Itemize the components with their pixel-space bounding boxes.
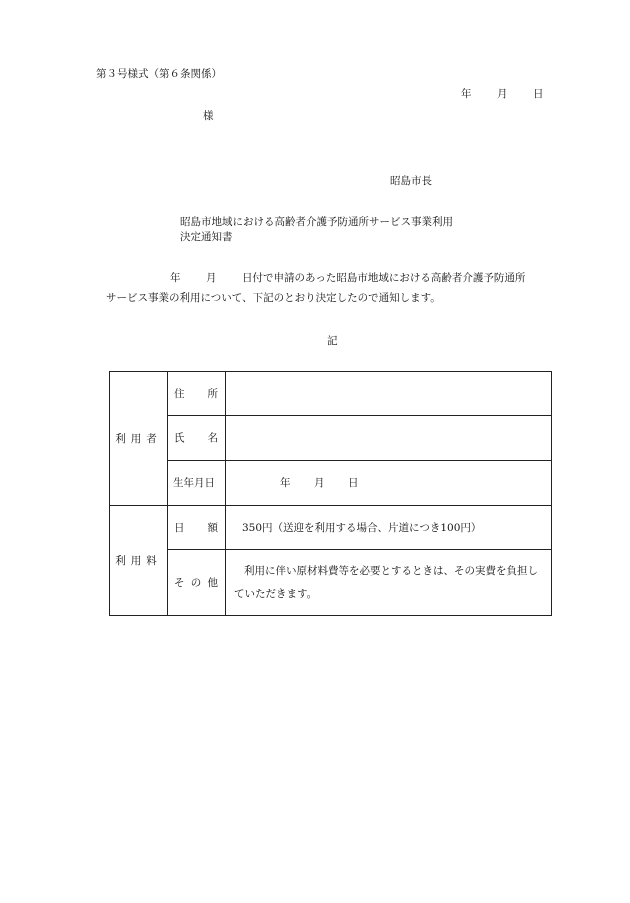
document-title-line1: 昭島市地域における高齢者介護予防通所サービス事業利用 <box>180 216 453 228</box>
date-day: 日 <box>533 88 544 100</box>
body-line1-text: 日付で申請のあった昭島市地域における高齢者介護予防通所 <box>242 272 526 284</box>
fee-group-label: 利用料 <box>110 506 168 616</box>
address-value[interactable] <box>226 372 552 416</box>
body-year: 年 <box>170 272 181 284</box>
birth-value[interactable] <box>226 461 552 506</box>
issuer: 昭島市長 <box>390 175 432 187</box>
document-title-line2: 決定通知書 <box>180 231 233 243</box>
birth-year: 年 <box>280 477 291 489</box>
form-number: 第３号様式（第６条関係） <box>96 68 222 80</box>
birth-month: 月 <box>314 477 325 489</box>
other-value: 利用に伴い原材料費等を必要とするときは、その実費を負担していただきます。 <box>226 550 552 616</box>
ki-label: 記 <box>327 335 338 347</box>
details-table <box>109 371 552 616</box>
date-year: 年 <box>461 88 472 100</box>
body-line1 <box>0 271 630 285</box>
birth-label: 生年月日 <box>168 461 226 506</box>
daily-label: 日 額 <box>168 506 226 550</box>
date-month: 月 <box>497 88 508 100</box>
body-month: 月 <box>206 272 217 284</box>
name-label: 氏 名 <box>168 416 226 461</box>
date-line <box>0 87 630 101</box>
address-label: 住 所 <box>168 372 226 416</box>
body-line2: サービス事業の利用について、下記のとおり決定したので通知します。 <box>106 292 441 304</box>
user-group-label: 利用者 <box>110 372 168 506</box>
daily-value: 350円（送迎を利用する場合、片道につき100円） <box>226 506 552 550</box>
addressee-suffix: 様 <box>203 110 214 122</box>
name-value[interactable] <box>226 416 552 461</box>
other-label: そ の 他 <box>168 550 226 616</box>
birth-day: 日 <box>348 477 359 489</box>
